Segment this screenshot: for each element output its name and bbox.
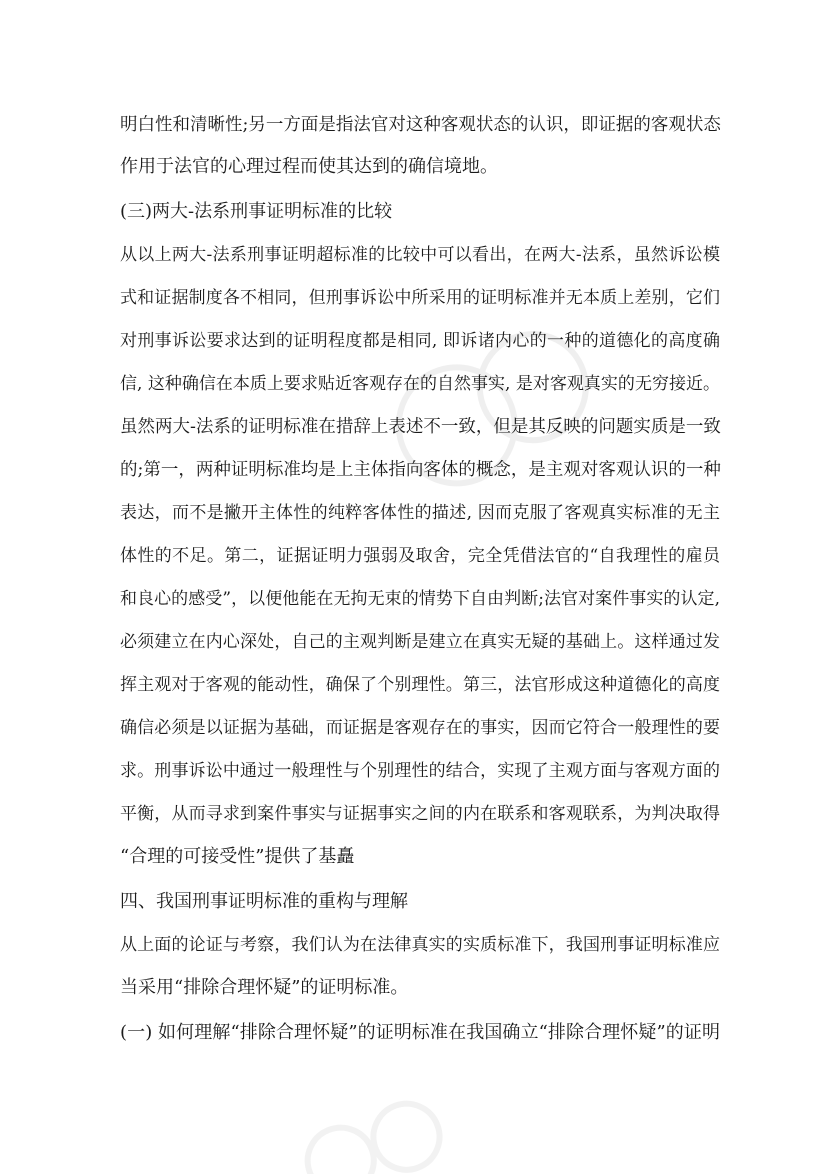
- paragraph-line: 从以上两大-法系刑事证明超标准的比较中可以看出，在两大-法系，虽然诉讼模: [120, 245, 720, 265]
- paragraph-line: 的;第一，两种证明标准均是上主体指向客体的概念，是主观对客观认识的一种: [120, 460, 721, 480]
- paragraph-line: (一) 如何理解“排除合理怀疑”的证明标准在我国确立“排除合理怀疑”的证明: [120, 1022, 720, 1043]
- paragraph-line: 和良心的感受”，以便他能在无拘无束的情势下自由判断;法官对案件事实的认定,: [120, 589, 720, 609]
- paragraph-line: 挥主观对于客观的能动性，确保了个别理性。第三，法官形成这种道德化的高度: [120, 675, 720, 695]
- watermark-mark-icon: [295, 1084, 466, 1174]
- paragraph-line: “合理的可接受性”提供了基矗: [120, 846, 355, 867]
- paragraph-line: 信, 这种确信在本质上要求贴近客观存在的自然事实, 是对客观真实的无穷接近。: [120, 374, 720, 394]
- paragraph-line: 平衡，从而寻求到案件事实与证据事实之间的内在联系和客观联系，为判决取得: [120, 804, 720, 824]
- section-heading: (三)两大-法系刑事证明标准的比较: [120, 201, 393, 222]
- paragraph-line: 明白性和清晰性;另一方面是指法官对这种客观状态的认识，即证据的客观状态: [120, 115, 721, 135]
- paragraph-line: 必须建立在内心深处，自己的主观判断是建立在真实无疑的基础上。这样通过发: [120, 632, 720, 652]
- paragraph-line: 虽然两大-法系的证明标准在措辞上表述不一致，但是其反映的问题实质是一致: [120, 417, 721, 437]
- paragraph-line: 求。刑事诉讼中通过一般理性与个别理性的结合，实现了主观方面与客观方面的: [120, 761, 720, 781]
- paragraph-line: 作用于法官的心理过程而使其达到的确信境地。: [120, 156, 498, 177]
- paragraph-line: 当采用“排除合理怀疑”的证明标准。: [120, 977, 409, 998]
- paragraph-line: 表达，而不是撇开主体性的纯粹客体性的描述, 因而克服了客观真实标准的无主: [120, 503, 720, 523]
- paragraph-line: 体性的不足。第二，证据证明力强弱及取舍，完全凭借法官的“自我理性的雇员: [120, 546, 720, 566]
- section-heading: 四、我国刑事证明标准的重构与理解: [120, 891, 408, 912]
- paragraph-line: 对刑事诉讼要求达到的证明程度都是相同, 即诉诸内心的一种的道德化的高度确: [120, 331, 720, 351]
- paragraph-line: 从上面的论证与考察，我们认为在法律真实的实质标准下，我国刑事证明标准应: [120, 935, 720, 955]
- paragraph-line: 确信必须是以证据为基础，而证据是客观存在的事实，因而它符合一般理性的要: [120, 718, 720, 738]
- paragraph-line: 式和证据制度各不相同，但刑事诉讼中所采用的证明标准并无本质上差别，它们: [120, 288, 720, 308]
